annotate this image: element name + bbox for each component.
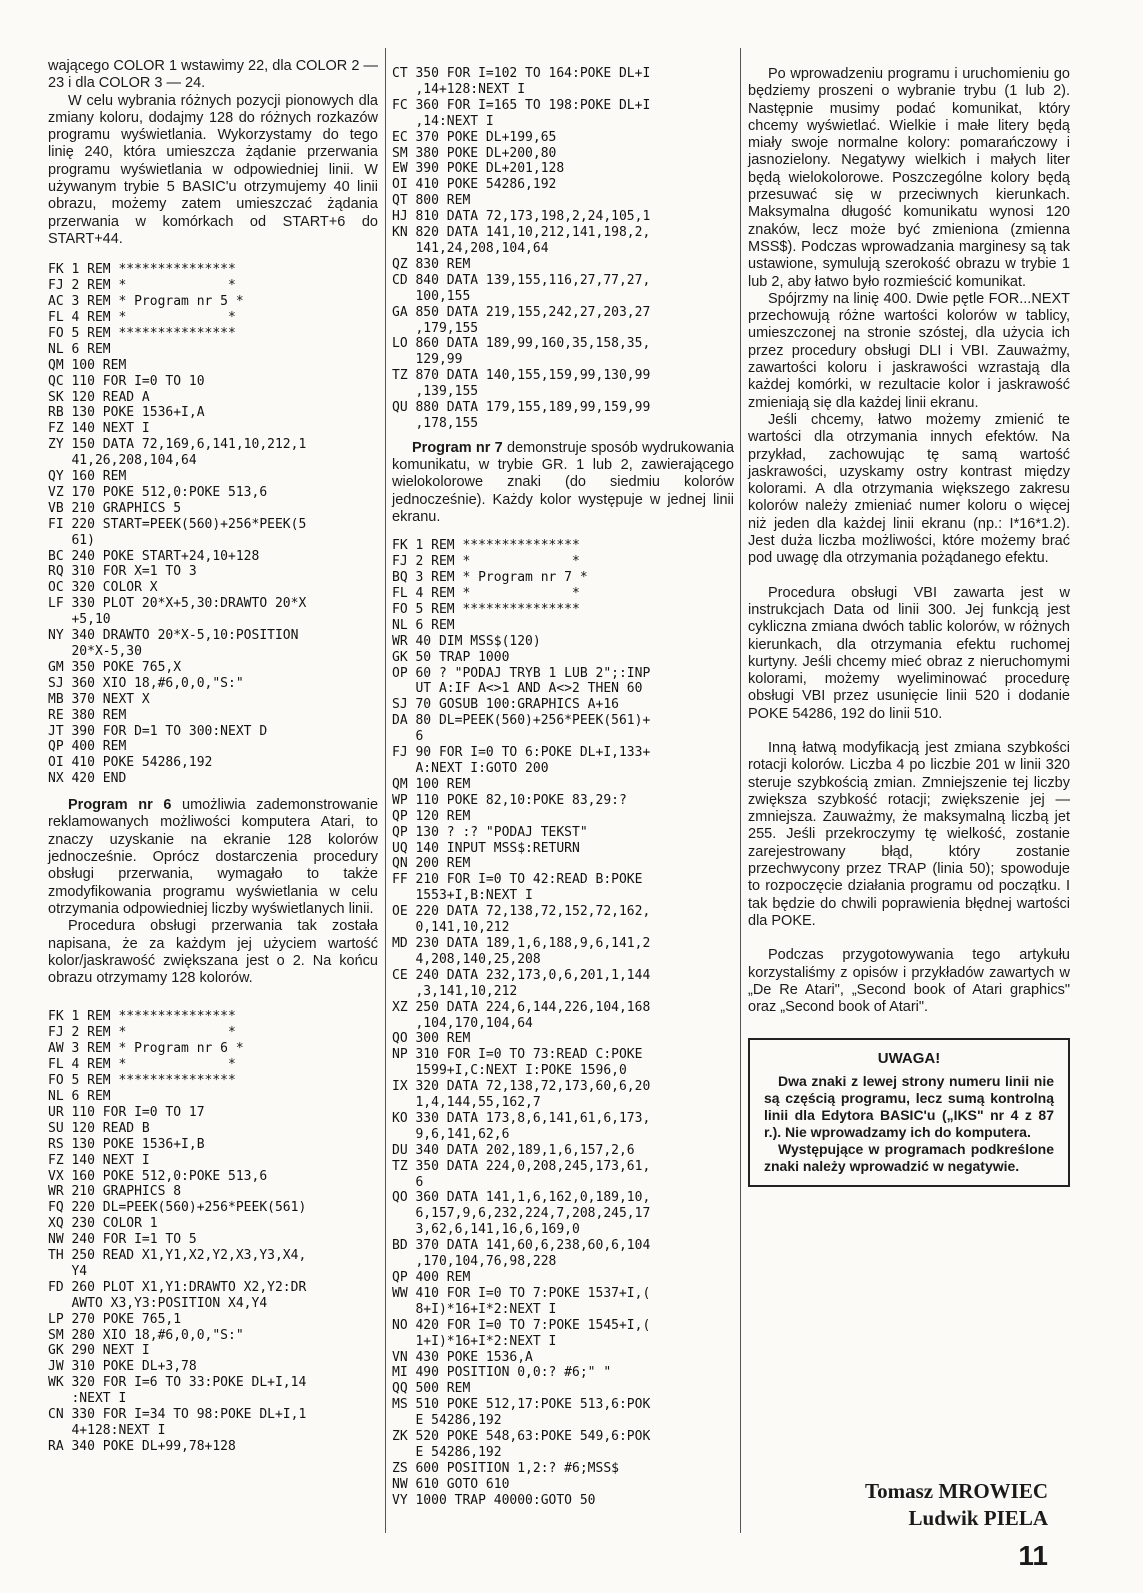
code-line: QO 360 DATA 141,1,6,162,0,189,10,	[392, 1190, 651, 1206]
program-7-listing	[392, 538, 734, 1508]
code-line: E 54286,192	[392, 1444, 502, 1460]
code-line: VY 1000 TRAP 40000:GOTO 50	[392, 1492, 596, 1508]
code-line: CE 240 DATA 232,173,0,6,201,1,144	[392, 967, 651, 983]
code-line: Y4	[48, 1263, 88, 1279]
col3-para6: Podczas przygotowywania tego artykułu korzystaliśmy z opisów i przykładów zawartych w „De Re Atari", „Second book of Atari graphics" oraz „Second book of Atari".	[748, 947, 1070, 1016]
code-line: NX 420 END	[48, 771, 127, 787]
code-line: LF 330 PLOT 20*X+5,30:DRAWTO 20*X	[48, 596, 307, 612]
code-line: FQ 220 DL=PEEK(560)+256*PEEK(561)	[48, 1200, 307, 1216]
code-line: ,104,170,104,64	[392, 1015, 533, 1031]
code-line: QP 400 REM	[48, 739, 127, 755]
code-line: WP 110 POKE 82,10:POKE 83,29:?	[392, 792, 627, 808]
code-line: BD 370 DATA 141,60,6,238,60,6,104	[392, 1238, 651, 1254]
code-line: 4+128:NEXT I	[48, 1423, 166, 1438]
code-line: FJ 2 REM * *	[48, 1025, 236, 1041]
code-line: FC 360 FOR I=165 TO 198:POKE DL+I	[392, 97, 651, 113]
code-line: VX 160 POKE 512,0:POKE 513,6	[48, 1168, 268, 1184]
code-line: ZS 600 POSITION 1,2:? #6;MSS$	[392, 1460, 619, 1476]
code-line: GM 350 POKE 765,X	[48, 659, 182, 675]
code-line: FO 5 REM ***************	[48, 1073, 236, 1089]
code-line: SJ 70 GOSUB 100:GRAPHICS A+16	[392, 697, 619, 713]
note-box	[748, 1038, 1070, 1187]
code-line: 1553+I,B:NEXT I	[392, 888, 533, 904]
code-line: XZ 250 DATA 224,6,144,226,104,168	[392, 999, 651, 1015]
code-line: SM 280 XIO 18,#6,0,0,"S:"	[48, 1327, 244, 1343]
code-line: TH 250 READ X1,Y1,X2,Y2,X3,Y3,X4,	[48, 1248, 307, 1264]
code-line: FO 5 REM ***************	[48, 325, 236, 341]
code-line: ,139,155	[392, 384, 479, 400]
code-line: NL 6 REM	[392, 617, 455, 633]
code-line: OI 410 POKE 54286,192	[48, 755, 213, 771]
code-line: MB 370 NEXT X	[48, 691, 150, 707]
note-title: UWAGA!	[877, 1050, 941, 1068]
code-line: FK 1 REM ***************	[392, 538, 580, 554]
code-line: FJ 2 REM * *	[392, 554, 580, 570]
code-line: JW 310 POKE DL+3,78	[48, 1359, 197, 1375]
code-line: AC 3 REM * Program nr 5 *	[48, 294, 244, 310]
code-line: SJ 360 XIO 18,#6,0,0,"S:"	[48, 675, 244, 691]
col1-para3	[48, 797, 378, 918]
code-line: NP 310 FOR I=0 TO 73:READ C:POKE	[392, 1047, 643, 1063]
code-line: HJ 810 DATA 72,173,198,2,24,105,1	[392, 209, 651, 225]
col1-para3-text: umożliwia zademonstrowanie reklamowanych możliwości komputera Atari, to znaczy uzyskanie na ekranie 128 kolorów jednocześnie. Oprócz dostarczenia procedury obsługi przerwania, wymagało to także zmodyfikowania programu wyświetlania w celu otrzymania odpowiedniej liczby wyświetlanych linii.	[48, 797, 379, 917]
code-line: KO 330 DATA 173,8,6,141,61,6,173,	[392, 1110, 651, 1126]
code-line: 20*X-5,30	[48, 644, 142, 660]
code-line: FF 210 FOR I=0 TO 42:READ B:POKE	[392, 872, 643, 888]
code-line: BQ 3 REM * Program nr 7 *	[392, 570, 588, 586]
code-line: 1599+I,C:NEXT I:POKE 1596,0	[392, 1063, 627, 1079]
code-line: JT 390 FOR D=1 TO 300:NEXT D	[48, 723, 268, 739]
col1-para4: Procedura obsługi przerwania tak została napisana, że za każdym jej użyciem wartość kolor/jaskrawość zwiększana jest o 2. Na końcu obrazu otrzymamy 128 kolorów.	[48, 918, 378, 987]
code-line: FD 260 PLOT X1,Y1:DRAWTO X2,Y2:DR	[48, 1279, 307, 1295]
code-line: FJ 2 REM * *	[48, 278, 236, 294]
code-line: DA 80 DL=PEEK(560)+256*PEEK(561)+	[392, 713, 651, 729]
program-5-listing	[48, 262, 378, 787]
col3-para2: Spójrzmy na linię 400. Dwie pętle FOR...NEXT przechowują różne wartości kolorów w tablicy, umieszczonej na stronie szóstej, dla użycia ich przez procedury obsługi DLI i VBI. Zauważmy, zawartości koloru i jaskrawości wzrastają dla każdej komórki, w rezultacie kolor i jaskrawość zmieniają się dla każdej linii ekranu.	[748, 290, 1070, 411]
code-line: UQ 140 INPUT MSS$:RETURN	[392, 840, 580, 856]
code-line: ,3,141,10,212	[392, 983, 518, 999]
code-line: QQ 500 REM	[392, 1381, 471, 1397]
code-line: VN 430 POKE 1536,A	[392, 1349, 533, 1365]
code-line: 6	[392, 729, 424, 745]
program-7-label: Program nr 7	[412, 439, 503, 456]
col3-para5: Inną łatwą modyfikacją jest zmiana szybkości rotacji kolorów. Liczba 4 po liczbie 201 w linii 320 steruje szybkością zmian. Zmniejszenie tej liczby zwiększa szybkość rotacji; zwiększenie jej — zmniejsza. Zauważmy, że maksymalną liczbą jet 255. Jeśli przekroczymy tę wielkość, zostanie zarejestrowany błąd, który zostanie przechwycony przez TRAP (linia 50); spowoduje to rozpoczęcie działania programu od początku. I tak będzie do chwili poprawienia błędnej wartości dla POKE.	[748, 739, 1070, 929]
code-line: ,14:NEXT I	[392, 113, 494, 129]
code-line: ZY 150 DATA 72,169,6,141,10,212,1	[48, 437, 307, 453]
code-line: ,178,155	[392, 415, 479, 431]
program-6-listing-continued	[392, 66, 734, 432]
col2-para	[392, 440, 734, 526]
code-line: 100,155	[392, 288, 471, 304]
code-line: EW 390 POKE DL+201,128	[392, 161, 565, 177]
code-line: WR 40 DIM MSS$(120)	[392, 633, 541, 649]
code-line: FL 4 REM * *	[392, 586, 580, 602]
code-line: MI 490 POSITION 0,0:? #6;" "	[392, 1365, 612, 1381]
code-line: GK 290 NEXT I	[48, 1343, 150, 1359]
code-line: WW 410 FOR I=0 TO 7:POKE 1537+I,(	[392, 1285, 651, 1301]
code-line: XQ 230 COLOR 1	[48, 1216, 158, 1232]
code-line: CD 840 DATA 139,155,116,27,77,27,	[392, 272, 651, 288]
code-line: 1+I)*16+I*2:NEXT I	[392, 1333, 557, 1349]
code-line: BC 240 POKE START+24,10+128	[48, 548, 260, 564]
code-line: QU 880 DATA 179,155,189,99,159,99	[392, 400, 651, 416]
col1-para2: W celu wybrania różnych pozycji pionowych dla zmiany koloru, dodajmy 128 do różnych rozkazów programu wyświetlania. Wykorzystamy do tego linię 240, która umieszcza żądanie przerwania programu wyświetlania w odpowiedniej linii. W używanym trybie 5 BASIC'u otrzymujemy 40 linii obrazu, możemy zatem umieszczać żądania przerwania w komórkach od START+6 do START+44.	[48, 92, 378, 247]
code-line: FZ 140 NEXT I	[48, 421, 150, 437]
code-line: GK 50 TRAP 1000	[392, 649, 510, 665]
code-line: A:NEXT I:GOTO 200	[392, 761, 549, 777]
code-line: QC 110 FOR I=0 TO 10	[48, 373, 205, 389]
code-line: QP 130 ? :? "PODAJ TEKST"	[392, 824, 588, 840]
code-line: RS 130 POKE 1536+I,B	[48, 1136, 205, 1152]
author-2: Ludwik PIELA	[908, 1506, 1048, 1530]
code-line: QY 160 REM	[48, 469, 127, 485]
program-6-listing	[48, 1009, 378, 1454]
code-line: QZ 830 REM	[392, 256, 471, 272]
code-line: ,179,155	[392, 320, 479, 336]
code-line: MS 510 POKE 512,17:POKE 513,6:POK	[392, 1397, 651, 1413]
code-line: EC 370 POKE DL+199,65	[392, 129, 557, 145]
column-3	[748, 66, 1070, 1187]
code-line: 3,62,6,141,16,6,169,0	[392, 1222, 580, 1238]
code-line: SK 120 READ A	[48, 389, 150, 405]
code-line: NL 6 REM	[48, 341, 111, 357]
column-1	[48, 58, 378, 1455]
code-line: IX 320 DATA 72,138,72,173,60,6,20	[392, 1079, 651, 1095]
column-divider-right	[740, 48, 741, 1533]
column-divider-left	[385, 48, 386, 1533]
code-line: 61)	[48, 532, 95, 548]
authors	[865, 1478, 1048, 1532]
code-line: QO 300 REM	[392, 1031, 471, 1047]
col2-para-text: demonstruje sposób wydrukowania komunikatu, w trybie GR. 1 lub 2, zawierającego wielokolorowe znaki (do siedmiu kolorów jednocześnie). Każdy kolor występuje w jednej linii ekranu.	[392, 439, 735, 526]
program-6-label: Program nr 6	[68, 797, 172, 814]
code-line: :NEXT I	[48, 1391, 127, 1407]
code-line: NW 610 GOTO 610	[392, 1476, 510, 1492]
code-line: ZK 520 POKE 548,63:POKE 549,6:POK	[392, 1429, 651, 1445]
code-line: KN 820 DATA 141,10,212,141,198,2,	[392, 225, 651, 241]
code-line: ,14+128:NEXT I	[392, 81, 526, 97]
code-line: QM 100 REM	[48, 357, 127, 373]
code-line: OE 220 DATA 72,138,72,152,72,162,	[392, 904, 651, 920]
code-line: RQ 310 FOR X=1 TO 3	[48, 564, 197, 580]
code-line: 8+I)*16+I*2:NEXT I	[392, 1301, 557, 1317]
code-line: NO 420 FOR I=0 TO 7:POKE 1545+I,(	[392, 1317, 651, 1333]
code-line: E 54286,192	[392, 1413, 502, 1429]
code-line: 1,4,144,55,162,7	[392, 1095, 541, 1111]
code-line: NY 340 DRAWTO 20*X-5,10:POSITION	[48, 628, 299, 644]
col3-para3: Jeśli chcemy, łatwo możemy zmienić te wartości dla otrzymania innych efektów. Na przykład, zachowując tę samą wartość jaskrawości, uzyskamy ostry kontrast między kolorami. A dla otrzymania większego zakresu kolorów należy zmieniać numer koloru o więcej niż jeden dla każdej linii ekranu (np.: I*16*1.2). Jest duża liczba możliwości, które możemy brać pod uwagę dla otrzymania pożądanego efektu.	[748, 411, 1070, 567]
code-line: VZ 170 POKE 512,0:POKE 513,6	[48, 484, 268, 500]
code-line: LP 270 POKE 765,1	[48, 1311, 182, 1327]
code-line: QT 800 REM	[392, 193, 471, 209]
code-line: SU 120 READ B	[48, 1120, 150, 1136]
code-line: VB 210 GRAPHICS 5	[48, 500, 182, 516]
col2-prose	[392, 440, 734, 526]
code-line: SM 380 POKE DL+200,80	[392, 145, 557, 161]
code-line: FZ 140 NEXT I	[48, 1152, 150, 1168]
col3-para4: Procedura obsługi VBI zawarta jest w instrukcjach Data od linii 300. Jej funkcją jest cykliczna zmiana dwóch tablic kolorów, w różnych kierunkach, dla otrzymania efektu ruchomej kurtyny. Jeśli chcemy mieć obraz z nieruchomymi kolorami, możemy wyeliminować procedurę obsługi VBI przez usunięcie linii 520 i dodanie POKE 54286, 192 do linii 510.	[748, 584, 1070, 722]
col3-para1: Po wprowadzeniu programu i uruchomieniu go będziemy proszeni o wybranie trybu (1 lub 2). Następnie musimy podać komunikat, który chcemy wyświetlać. Wielkie i małe litery będą miały swoje normalne kolory: pomarańczowy i jasnozielony. Negatywy wielkich i małych liter będą wielokolorowe. Poszczególne kolory będą przesuwać się w przeciwnych kierunkach. Maksymalna długość komunikatu wynosi 120 znaków, lecz może być zmieniona (zmienna MSS$). Podczas wprowadzania marginesy są tak ustawione, symulują szerokość obrazu w trybie 1 lub 2, aby łatwo było rozmieścić komunikat.	[748, 66, 1070, 290]
code-line: 0,141,10,212	[392, 920, 510, 936]
code-line: RB 130 POKE 1536+I,A	[48, 405, 205, 421]
column-2	[392, 66, 734, 1509]
code-line: NW 240 FOR I=1 TO 5	[48, 1232, 197, 1248]
code-line: AWTO X3,Y3:POSITION X4,Y4	[48, 1295, 268, 1311]
note-paragraph-2: Występujące w programach podkreślone znaki należy wprowadzić w negatywie.	[764, 1141, 1054, 1175]
code-line: 6,157,9,6,232,224,7,208,245,17	[392, 1206, 651, 1222]
code-line: OI 410 POKE 54286,192	[392, 177, 557, 193]
code-line: 9,6,141,62,6	[392, 1126, 510, 1142]
code-line: WK 320 FOR I=6 TO 33:POKE DL+I,14	[48, 1375, 307, 1391]
code-line: GA 850 DATA 219,155,242,27,203,27	[392, 304, 651, 320]
code-line: 141,24,208,104,64	[392, 240, 549, 256]
code-line: QP 400 REM	[392, 1270, 471, 1286]
col1-prose-top	[48, 58, 378, 248]
code-line: TZ 870 DATA 140,155,159,99,130,99	[392, 368, 651, 384]
code-line: UT A:IF A<>1 AND A<>2 THEN 60	[392, 681, 643, 697]
code-line: FK 1 REM ***************	[48, 1009, 236, 1025]
col1-prose-mid	[48, 797, 378, 987]
code-line: FI 220 START=PEEK(560)+256*PEEK(5	[48, 516, 307, 532]
code-line: 4,208,140,25,208	[392, 951, 541, 967]
author-1: Tomasz MROWIEC	[865, 1479, 1048, 1503]
code-line: DU 340 DATA 202,189,1,6,157,2,6	[392, 1142, 635, 1158]
code-line: TZ 350 DATA 224,0,208,245,173,61,	[392, 1158, 651, 1174]
code-line: OC 320 COLOR X	[48, 580, 158, 596]
code-line: MD 230 DATA 189,1,6,188,9,6,141,2	[392, 935, 651, 951]
note-paragraph-1: Dwa znaki z lewej strony numeru linii nie są częścią programu, lecz sumą kontrolną linii dla Edytora BASIC'u („IKS" nr 4 z 87 r.). Nie wprowadzamy ich do komputera.	[764, 1073, 1054, 1141]
code-line: CN 330 FOR I=34 TO 98:POKE DL+I,1	[48, 1407, 307, 1423]
code-line: RA 340 POKE DL+99,78+128	[48, 1438, 236, 1454]
code-line: 129,99	[392, 352, 463, 368]
code-line: FL 4 REM * *	[48, 309, 236, 325]
code-line: UR 110 FOR I=0 TO 17	[48, 1104, 205, 1120]
code-line: AW 3 REM * Program nr 6 *	[48, 1041, 244, 1057]
code-line: FO 5 REM ***************	[392, 601, 580, 617]
code-line: ,170,104,76,98,228	[392, 1254, 557, 1270]
code-line: OP 60 ? "PODAJ TRYB 1 LUB 2";:INP	[392, 665, 651, 681]
page-number: 11	[1018, 1540, 1048, 1571]
col3-prose	[748, 66, 1070, 1016]
code-line: FK 1 REM ***************	[48, 262, 236, 278]
code-line: RE 380 REM	[48, 707, 127, 723]
code-line: NL 6 REM	[48, 1088, 111, 1104]
code-line: +5,10	[48, 612, 111, 628]
code-line: 41,26,208,104,64	[48, 453, 197, 469]
code-line: FJ 90 FOR I=0 TO 6:POKE DL+I,133+	[392, 745, 651, 761]
code-line: QM 100 REM	[392, 776, 471, 792]
code-line: QN 200 REM	[392, 856, 471, 872]
code-line: LO 860 DATA 189,99,160,35,158,35,	[392, 336, 651, 352]
code-line: CT 350 FOR I=102 TO 164:POKE DL+I	[392, 66, 651, 81]
code-line: 6	[392, 1174, 424, 1190]
code-line: WR 210 GRAPHICS 8	[48, 1184, 182, 1200]
col1-para1: wającego COLOR 1 wstawimy 22, dla COLOR 2 — 23 i dla COLOR 3 — 24.	[48, 58, 378, 92]
code-line: QP 120 REM	[392, 808, 471, 824]
code-line: FL 4 REM * *	[48, 1057, 236, 1073]
